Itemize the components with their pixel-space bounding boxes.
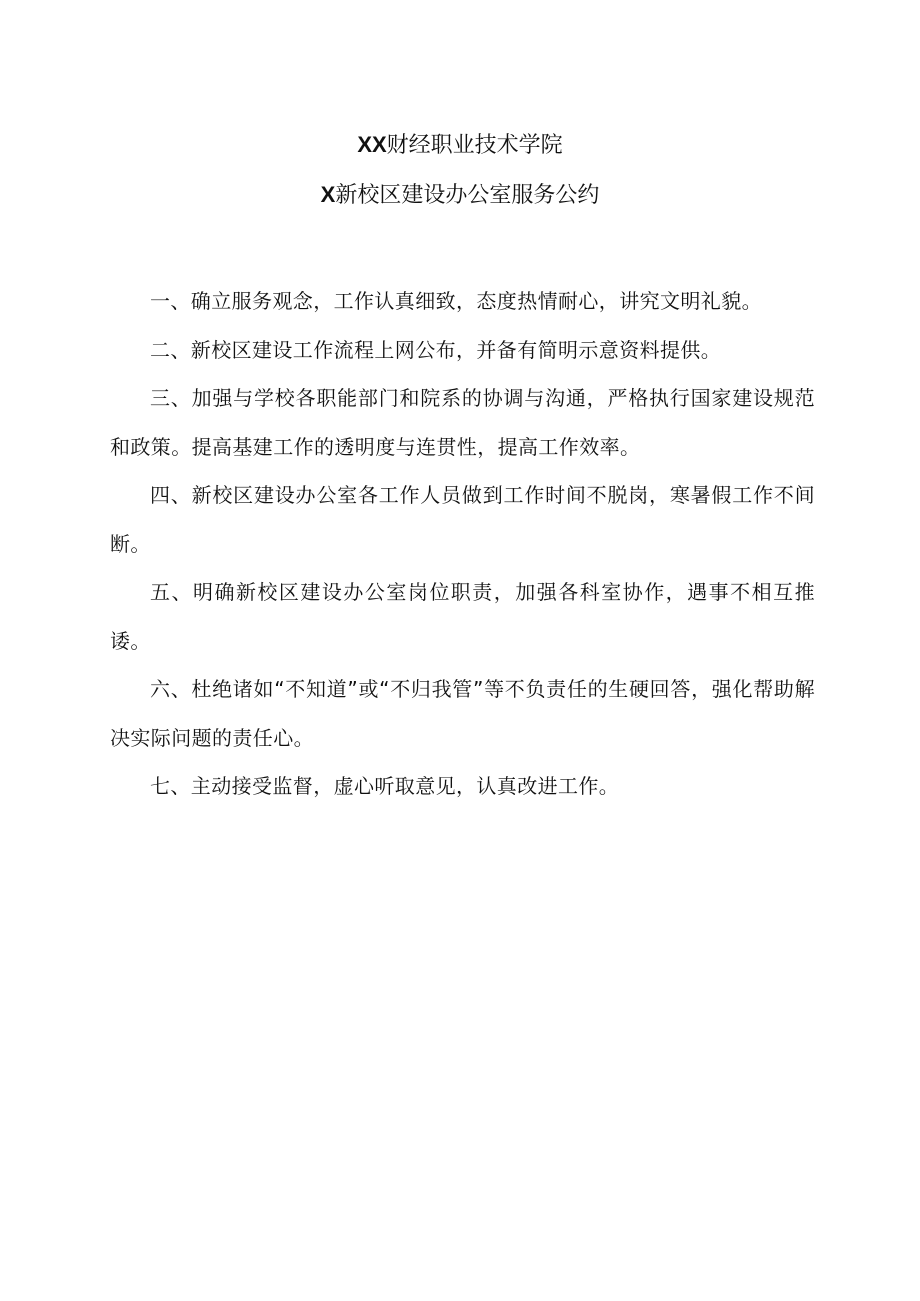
title-block (0, 132, 920, 208)
pledge-item-7: 七、主动接受监督，虚心听取意见，认真改进工作。 (150, 774, 620, 798)
pledge-item-3: 三、加强与学校各职能部门和院系的协调与沟通，严格执行国家建设规范和政策。提高基建工作的透明度与连贯性，提高工作效率。 (110, 386, 815, 459)
title-prefix: XX (357, 132, 387, 157)
pledge-item-4: 四、新校区建设办公室各工作人员做到工作时间不脱岗，寒暑假工作不间断。 (110, 483, 815, 556)
document-title (0, 132, 920, 158)
subtitle-prefix: X (320, 182, 336, 207)
document-subtitle (0, 182, 920, 208)
pledge-list (110, 277, 815, 811)
title-text: 财经职业技术学院 (386, 133, 563, 158)
pledge-item-5: 五、明确新校区建设办公室岗位职责，加强各科室协作，遇事不相互推诿。 (110, 580, 815, 653)
pledge-item-6: 六、杜绝诸如“不知道”或“不归我管”等不负责任的生硬回答，强化帮助解决实际问题的责任心。 (110, 677, 815, 750)
subtitle-text: 新校区建设办公室服务公约 (335, 183, 600, 208)
pledge-item-1: 一、确立服务观念，工作认真细致，态度热情耐心，讲究文明礼貌。 (150, 289, 762, 313)
pledge-item-2: 二、新校区建设工作流程上网公布，并备有简明示意资料提供。 (150, 337, 722, 362)
